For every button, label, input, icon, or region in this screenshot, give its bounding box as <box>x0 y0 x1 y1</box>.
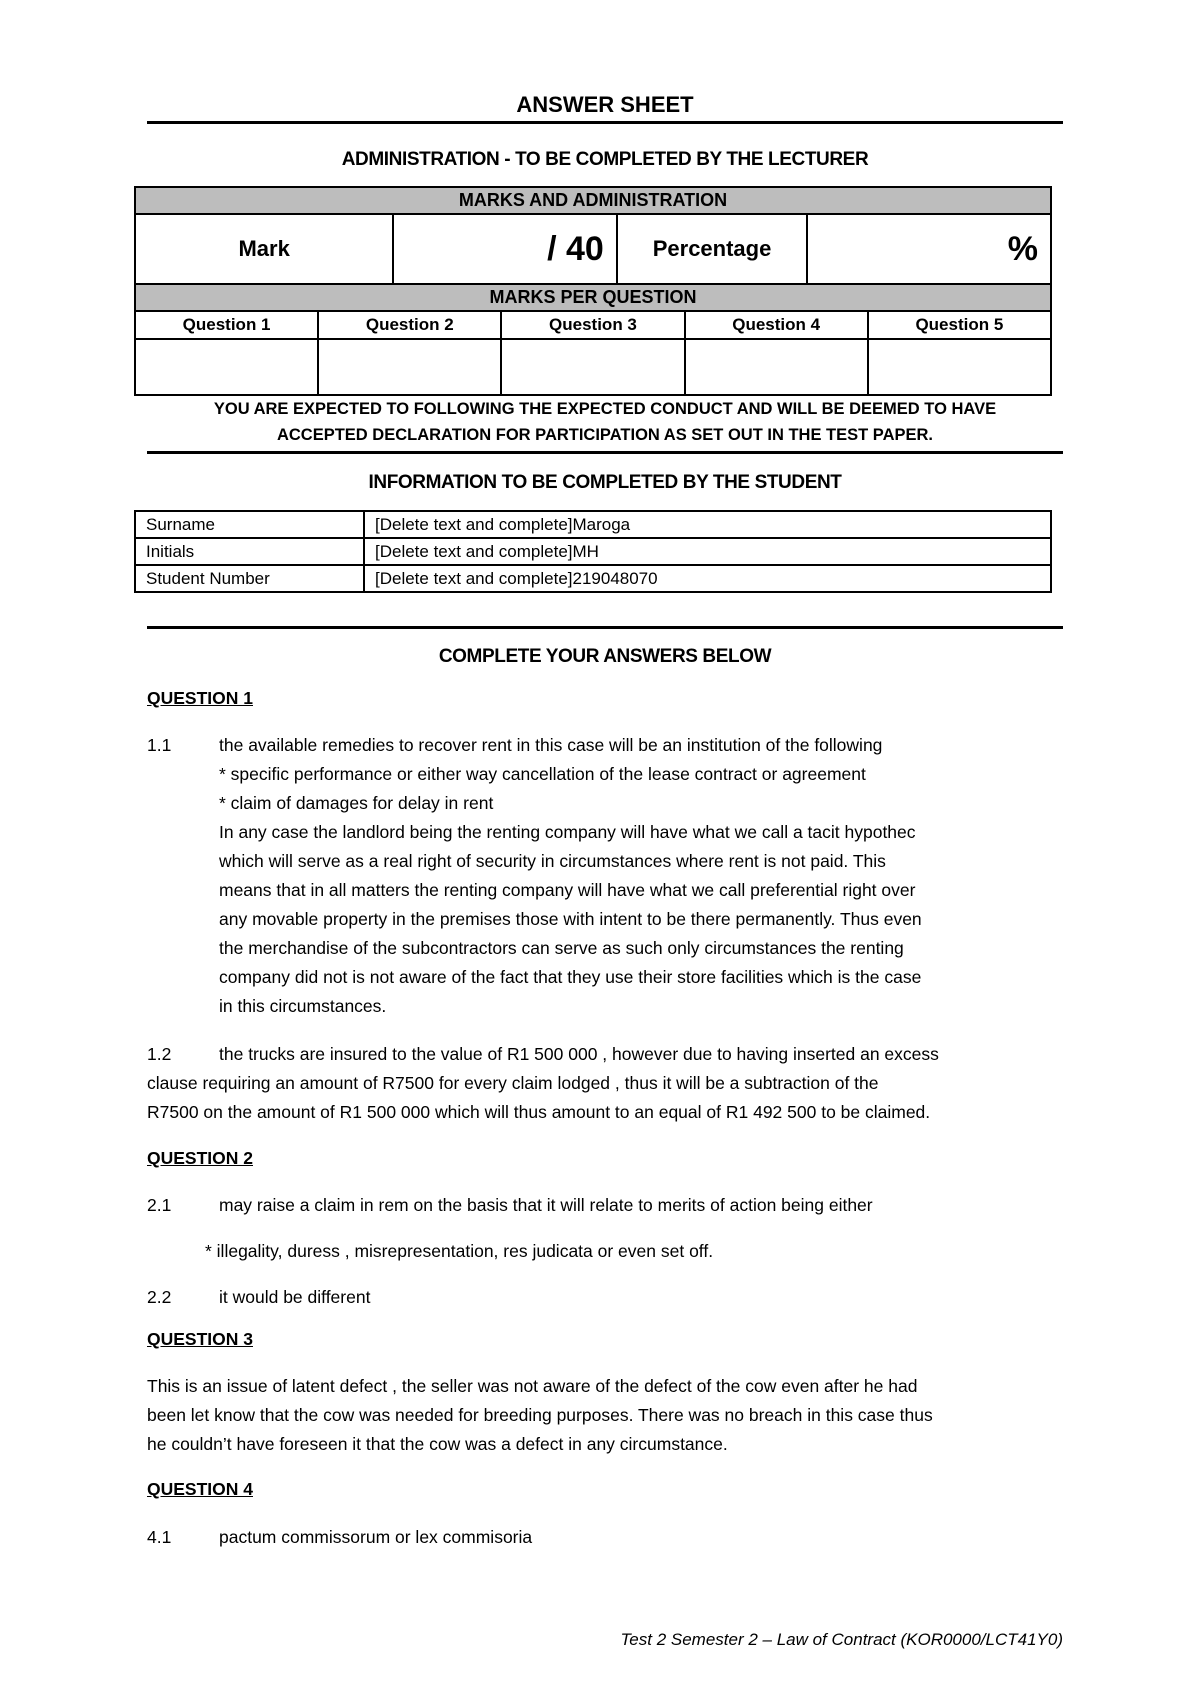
question-4-header: Question 4 <box>685 311 868 339</box>
answer-line: means that in all matters the renting company will have what we call preferential right over <box>219 880 916 900</box>
answer-line: in this circumstances. <box>219 996 387 1016</box>
mark-label: Mark <box>135 214 393 284</box>
student-info-heading: INFORMATION TO BE COMPLETED BY THE STUDENT <box>368 472 842 493</box>
answer-1-2 <box>147 1069 1067 1127</box>
answer-number-2-2: 2.2 <box>147 1287 172 1307</box>
answer-3 <box>147 1372 1067 1459</box>
answer-line: In any case the landlord being the renting company will have what we call a tacit hypothec <box>219 822 916 842</box>
answer-line: * claim of damages for delay in rent <box>219 793 494 813</box>
page-footer: Test 2 Semester 2 – Law of Contract (KOR0000/LCT41Y0) <box>620 1630 1063 1649</box>
answer-4-1: pactum commissorum or lex commisoria <box>219 1527 533 1547</box>
answer-line: which will serve as a real right of security in circumstances where rent is not paid. This <box>219 851 886 871</box>
percentage-label: Percentage <box>617 214 808 284</box>
question-2-heading: QUESTION 2 <box>147 1148 253 1168</box>
answer-line: been let know that the cow was needed for breeding purposes. There was no breach in this case thus <box>147 1405 933 1425</box>
marks-administration-table <box>134 186 1052 396</box>
answer-line: This is an issue of latent defect , the seller was not aware of the defect of the cow even after he had <box>147 1376 918 1396</box>
answer-1-1 <box>219 731 1064 1021</box>
answer-line: any movable property in the premises those with intent to be there permanently. Thus even <box>219 909 922 929</box>
marks-per-question-label: MARKS PER QUESTION <box>135 284 1051 311</box>
table-row <box>135 511 1051 538</box>
mark-total: / 40 <box>393 214 616 284</box>
conduct-notice <box>147 396 1063 448</box>
table-row <box>135 565 1051 592</box>
question-3-heading: QUESTION 3 <box>147 1329 253 1349</box>
question-4-heading: QUESTION 4 <box>147 1479 253 1499</box>
answer-1-2-first-line: the trucks are insured to the value of R1 500 000 , however due to having inserted an excess <box>219 1044 939 1064</box>
question-3-mark-box <box>501 339 684 395</box>
divider <box>147 626 1063 629</box>
percentage-value-field: % <box>807 214 1051 284</box>
student-info-table <box>134 510 1052 593</box>
answer-number-2-1: 2.1 <box>147 1195 172 1215</box>
question-5-mark-box <box>868 339 1051 395</box>
answer-line: clause requiring an amount of R7500 for every claim lodged , thus it will be a subtraction of the <box>147 1073 879 1093</box>
answer-line: he couldn’t have foreseen it that the cow was a defect in any circumstance. <box>147 1434 728 1454</box>
question-2-mark-box <box>318 339 501 395</box>
question-5-header: Question 5 <box>868 311 1051 339</box>
divider <box>147 121 1063 124</box>
student-number-field[interactable]: [Delete text and complete]219048070 <box>364 565 1051 592</box>
answers-heading: COMPLETE YOUR ANSWERS BELOW <box>438 646 772 667</box>
answer-number-1-2: 1.2 <box>147 1044 172 1064</box>
answer-2-1-bullet: * illegality, duress , misrepresentation, res judicata or even set off. <box>205 1241 714 1261</box>
answer-line: * specific performance or either way cancellation of the lease contract or agreement <box>219 764 866 784</box>
initials-label: Initials <box>135 538 364 565</box>
answer-line: the available remedies to recover rent in this case will be an institution of the following <box>219 735 883 755</box>
answer-2-2: it would be different <box>219 1287 371 1307</box>
question-4-mark-box <box>685 339 868 395</box>
divider <box>147 451 1063 454</box>
conduct-notice-line: YOU ARE EXPECTED TO FOLLOWING THE EXPECTED CONDUCT AND WILL BE DEEMED TO HAVE <box>213 400 997 418</box>
answer-number-4-1: 4.1 <box>147 1527 172 1547</box>
marks-admin-label: MARKS AND ADMINISTRATION <box>135 187 1051 214</box>
conduct-notice-line: ACCEPTED DECLARATION FOR PARTICIPATION AS SET OUT IN THE TEST PAPER. <box>276 426 934 444</box>
answer-2-1: may raise a claim in rem on the basis that it will relate to merits of action being either <box>219 1195 873 1215</box>
student-number-label: Student Number <box>135 565 364 592</box>
answer-line: R7500 on the amount of R1 500 000 which will thus amount to an equal of R1 492 500 to be claimed. <box>147 1102 931 1122</box>
admin-heading: ADMINISTRATION - TO BE COMPLETED BY THE LECTURER <box>341 149 869 170</box>
page-title: ANSWER SHEET <box>516 92 694 117</box>
answer-number-1-1: 1.1 <box>147 735 172 755</box>
answer-line: company did not is not aware of the fact that they use their store facilities which is the case <box>219 967 922 987</box>
answer-line: the merchandise of the subcontractors can serve as such only circumstances the renting <box>219 938 904 958</box>
question-2-header: Question 2 <box>318 311 501 339</box>
table-row <box>135 538 1051 565</box>
question-1-heading: QUESTION 1 <box>147 688 253 708</box>
question-3-header: Question 3 <box>501 311 684 339</box>
question-1-header: Question 1 <box>135 311 318 339</box>
question-1-mark-box <box>135 339 318 395</box>
surname-field[interactable]: [Delete text and complete]Maroga <box>364 511 1051 538</box>
surname-label: Surname <box>135 511 364 538</box>
initials-field[interactable]: [Delete text and complete]MH <box>364 538 1051 565</box>
